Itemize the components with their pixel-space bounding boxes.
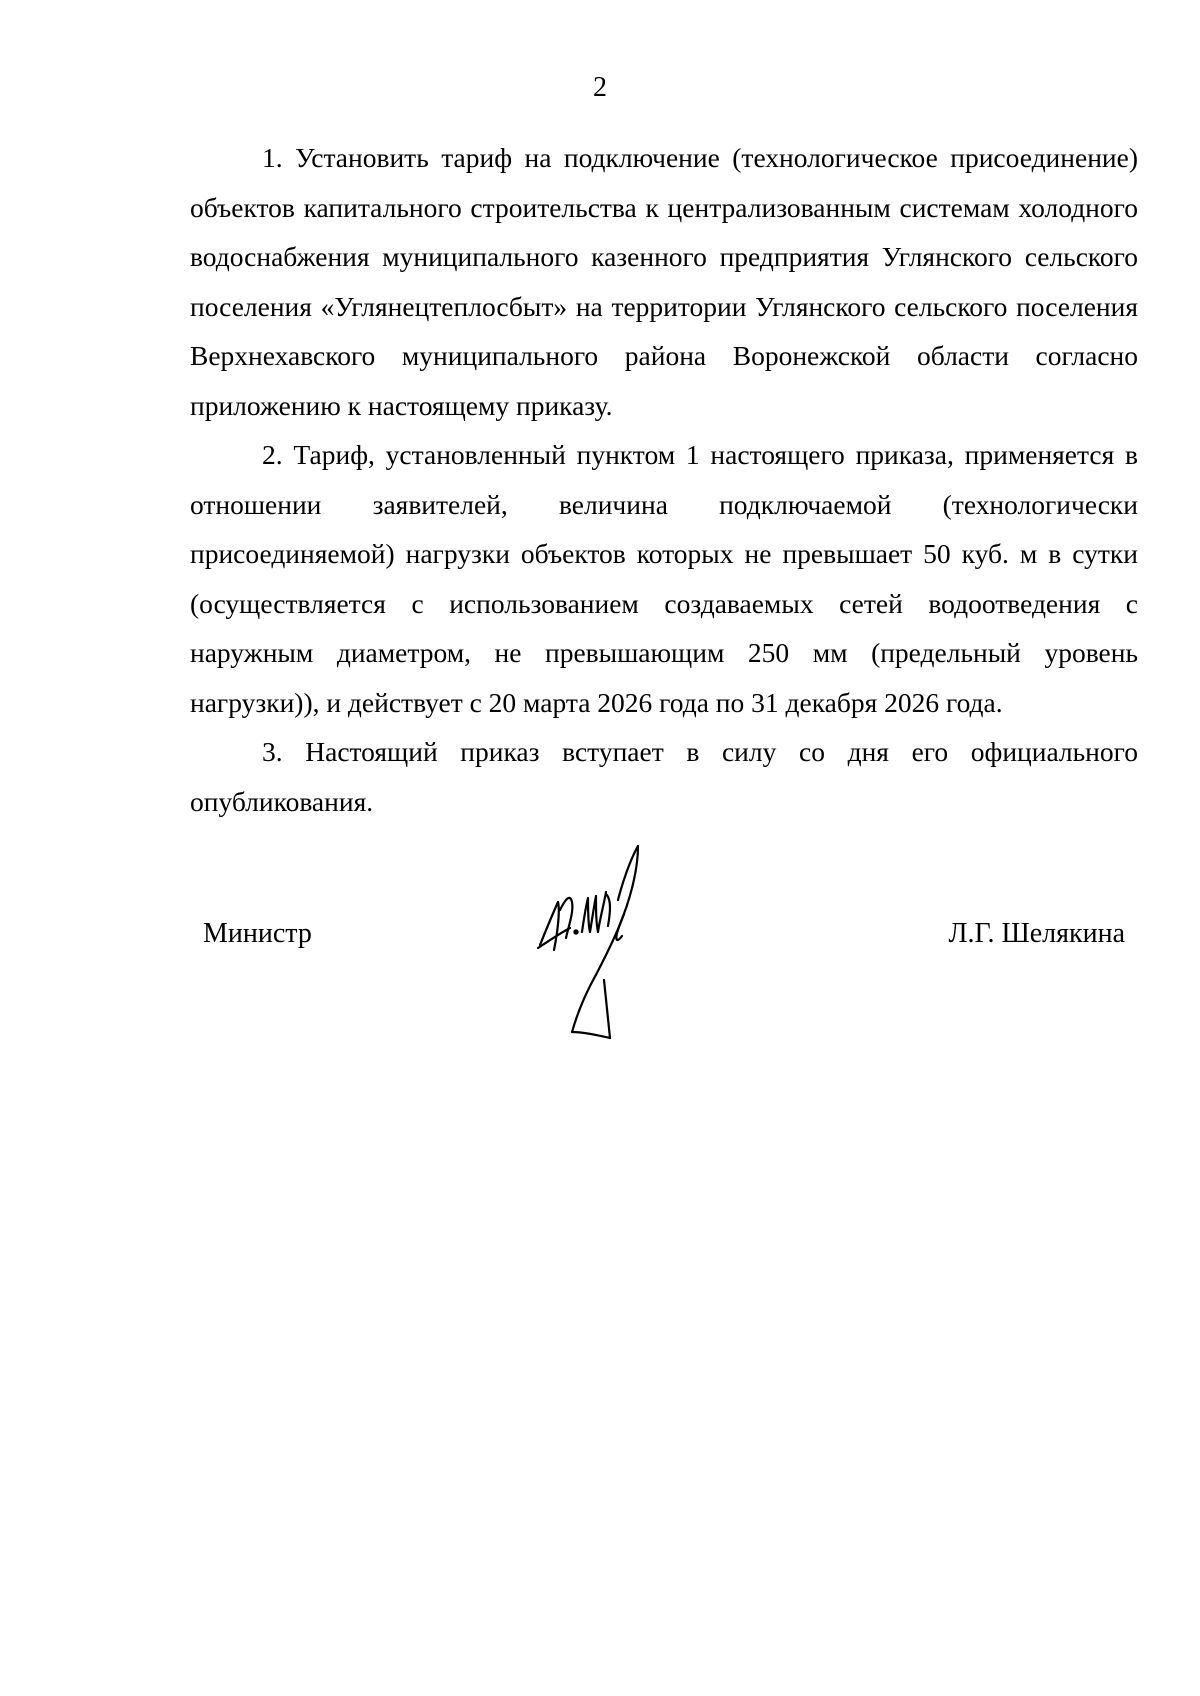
page-number: 2 xyxy=(593,72,607,103)
document-body xyxy=(190,133,1138,826)
signer-name: Л.Г. Шелякина xyxy=(948,918,1125,949)
paragraph-1: 1. Установить тариф на подключение (технологическое присоединение) объектов капитального строительства к централизованным системам холодного водоснабжения муниципального казенного предприятия Углянского сельского поселения «Углянецтеплосбыт» на территории Углянского сельского поселения Верхнехавского муниципального района Воронежской области согласно приложению к настоящему приказу. xyxy=(190,142,1138,421)
paragraph-3: 3. Настоящий приказ вступает в силу со дня его официального опубликования. xyxy=(190,736,1138,817)
signer-position: Министр xyxy=(203,918,312,949)
paragraph-2: 2. Тариф, установленный пунктом 1 настоящего приказа, применяется в отношении заявителей, величина подключаемой (технологически присоединяемой) нагрузки объектов которых не превышает 50 куб. м в сутки (осуществляется с использованием создаваемых сетей водоотведения с наружным диаметром, не превышающим 250 мм (предельный уровень нагрузки)), и действует с 20 марта 2026 года по 31 декабря 2026 года. xyxy=(190,439,1138,718)
handwritten-signature xyxy=(530,840,690,1050)
